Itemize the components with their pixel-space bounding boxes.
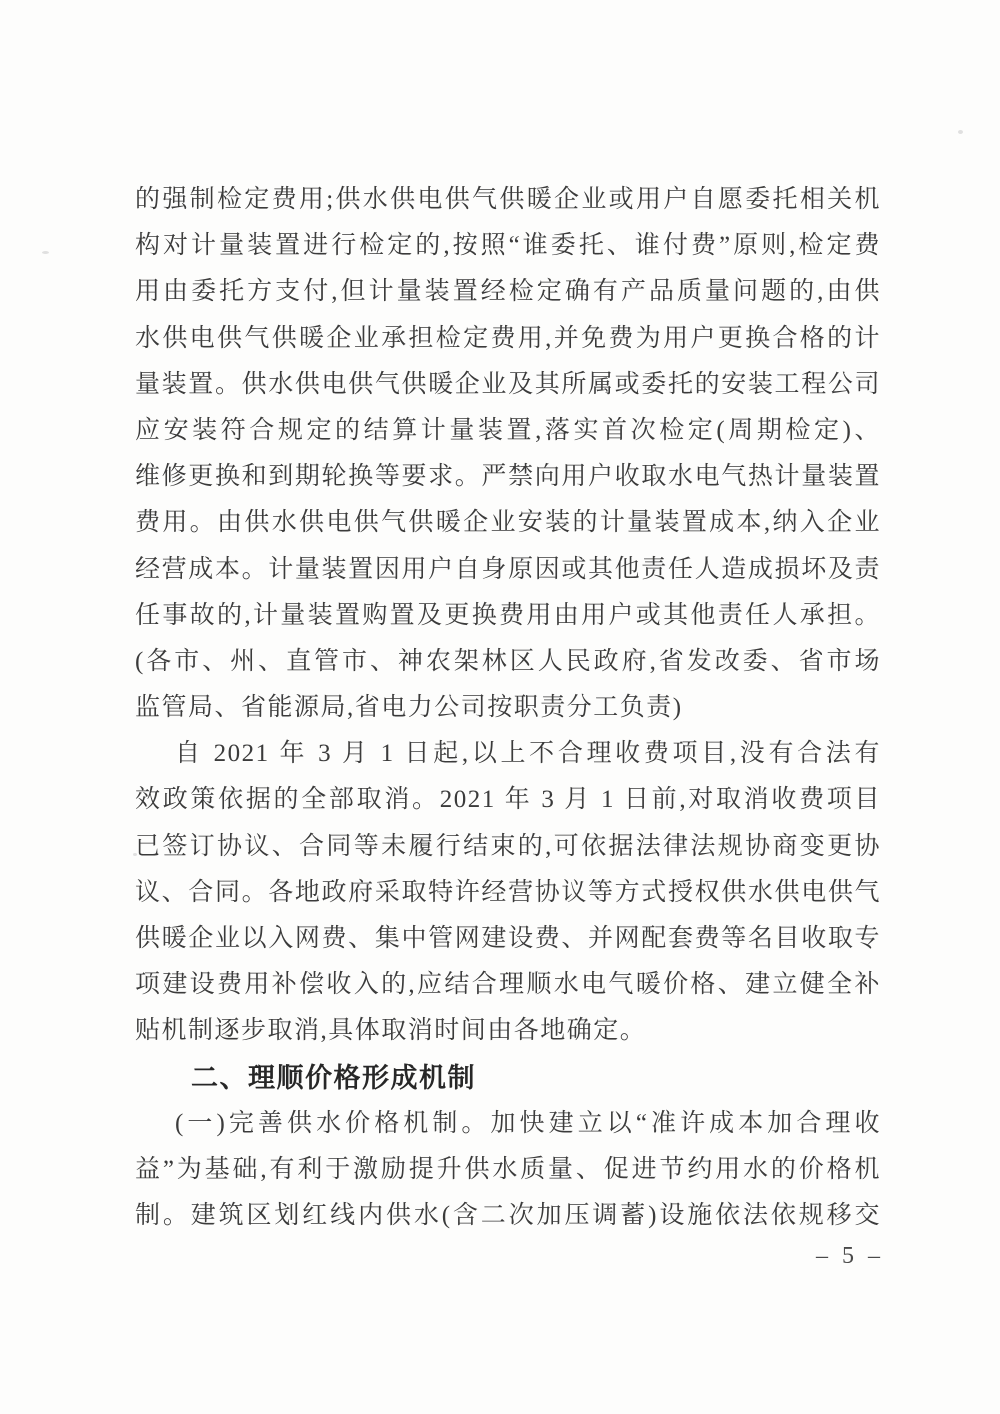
text-line: 水供电供气供暖企业承担检定费用,并免费为用户更换合格的计 [135,324,881,352]
text-line: 经营成本。计量装置因用户自身原因或其他责任人造成损坏及责 [135,555,881,583]
section-heading: 二、理顺价格形成机制 [191,1062,476,1093]
text-line: 用由委托方支付,但计量装置经检定确有产品质量问题的,由供 [135,278,881,306]
text-line: 量装置。供水供电供气供暖企业及其所属或委托的安装工程公司 [135,370,881,398]
text-line: 制。建筑区划红线内供水(含二次加压调蓄)设施依法依规移交 [135,1202,881,1230]
text-line: 的强制检定费用;供水供电供气供暖企业或用户自愿委托相关机 [135,186,881,213]
text-line: 任事故的,计量装置购置及更换费用由用户或其他责任人承担。 [135,601,881,629]
text-line: 应安装符合规定的结算计量装置,落实首次检定(周期检定)、 [135,416,881,444]
text-line: 监管局、省能源局,省电力公司按职责分工负责) [135,694,683,722]
text-line: 已签订协议、合同等未履行结束的,可依据法律法规协商变更协 [135,832,881,860]
scan-speck [42,251,49,254]
text-line: 供暖企业以入网费、集中管网建设费、并网配套费等名目收取专 [135,925,881,952]
page-number: – 5 – [816,1243,884,1269]
text-line: (一)完善供水价格机制。加快建立以“准许成本加合理收 [175,1109,881,1137]
text-line: 维修更换和到期轮换等要求。严禁向用户收取水电气热计量装置 [135,463,881,491]
text-line: 自 2021 年 3 月 1 日起,以上不合理收费项目,没有合法有 [175,740,881,768]
text-line: 费用。由供水供电供气供暖企业安装的计量装置成本,纳入企业 [135,509,881,537]
text-line: 效政策依据的全部取消。2021 年 3 月 1 日前,对取消收费项目 [135,786,881,814]
scan-speck [958,130,963,134]
text-line: 益”为基础,有利于激励提升供水质量、促进节约用水的价格机 [135,1155,881,1183]
text-line: (各市、州、直管市、神农架林区人民政府,省发改委、省市场 [135,647,881,675]
text-block [135,177,881,1239]
text-line: 构对计量装置进行检定的,按照“谁委托、谁付费”原则,检定费 [135,232,881,260]
text-line: 议、合同。各地政府采取特许经营协议等方式授权供水供电供气 [135,878,881,906]
text-line: 项建设费用补偿收入的,应结合理顺水电气暖价格、建立健全补 [135,971,881,999]
text-line: 贴机制逐步取消,具体取消时间由各地确定。 [135,1017,647,1045]
